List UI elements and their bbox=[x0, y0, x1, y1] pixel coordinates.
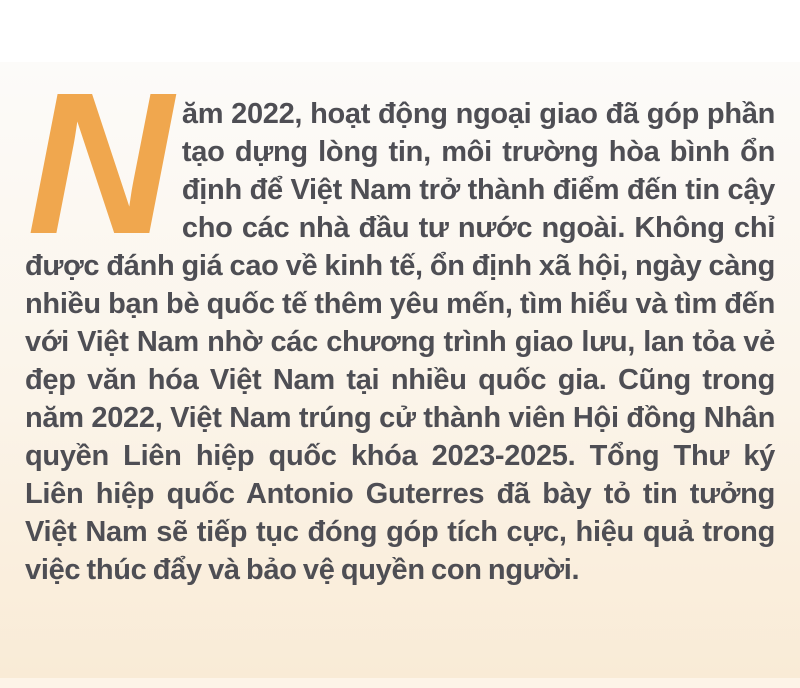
paragraph-text: ăm 2022, hoạt động ngoại giao đã góp phần tạo dựng lòng tin, môi trường hòa bình ổn định để Việt Nam trở thành điểm đến tin cậy cho các nhà đầu tư nước ngoài. Không chỉ được đánh giá cao về kinh tế, ổn định xã hội, ngày càng nhiều bạn bè quốc tế thêm yêu mến, tìm hiểu và tìm đến với Việt Nam nhờ các chương trình giao lưu, lan tỏa vẻ đẹp văn hóa Việt Nam tại nhiều quốc gia. Cũng trong năm 2022, Việt Nam trúng cử thành viên Hội đồng Nhân quyền Liên hiệp quốc khóa 2023-2025. Tổng Thư ký Liên hiệp quốc Antonio Guterres đã bày tỏ tin tưởng Việt Nam sẽ tiếp tục đóng góp tích cực, hiệu quả trong việc thúc đẩy và bảo vệ quyền con người. bbox=[25, 98, 775, 586]
drop-cap-letter: N bbox=[27, 50, 173, 276]
article-paragraph bbox=[25, 50, 775, 589]
article-body bbox=[25, 50, 775, 589]
next-section-edge bbox=[0, 678, 800, 688]
